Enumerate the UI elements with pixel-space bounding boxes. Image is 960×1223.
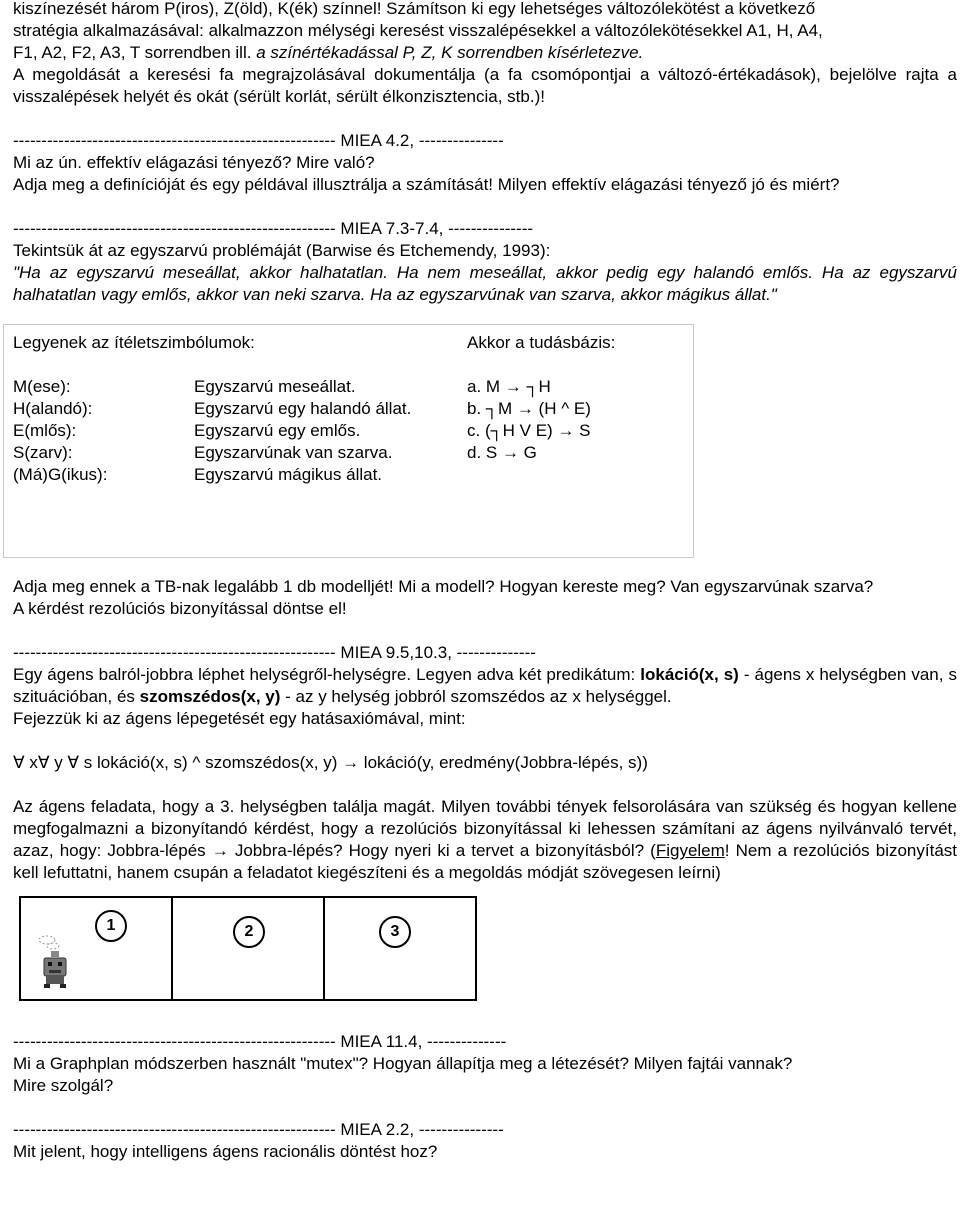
separator-miea-2-2: --------------------------------------------------------- MIEA 2.2, --------------- [13, 1120, 504, 1139]
q3-paragraph-1 [13, 664, 957, 708]
q2-resolution: A kérdést rezolúciós bizonyítással döntse el! [13, 599, 347, 618]
kb-rule-a: a. M → ┐H [467, 377, 551, 396]
q4-line-2: Mire szolgál? [13, 1076, 114, 1095]
q1-line-1: Mi az ún. effektív elágazási tényező? Mire való? [13, 153, 375, 172]
symbol-name: S(zarv): [13, 443, 73, 462]
kb-header: Akkor a tudásbázis: [467, 333, 616, 352]
kb-rule-d: d. S → G [467, 443, 537, 462]
q3-text: - ágens x helységben van, s szituációban, és [13, 665, 957, 706]
room-number-1: 1 [95, 910, 127, 942]
symbol-desc: Egyszarvú meseállat. [194, 377, 356, 396]
symbol-name: H(alandó): [13, 399, 93, 418]
q3-paragraph-3 [13, 796, 957, 884]
effect-axiom-formula: ∀ x∀ y ∀ s lokáció(x, s) ^ szomszédos(x, y) → lokáció(y, eredmény(Jobbra-lépés, s)) [13, 753, 648, 772]
robot-agent-icon [35, 934, 75, 990]
unicorn-quote: "Ha az egyszarvú meseállat, akkor halhatatlan. Ha nem meseállat, akkor pedig egy halandó emlős. Ha az egyszarvú halhatatlan vagy emlős, akkor van neki szarva. Ha az egyszarvúnak van szarva, akkor mágikus állat." [13, 263, 957, 304]
separator-miea-4-2: --------------------------------------------------------- MIEA 4.2, --------------- [13, 131, 504, 150]
q3-paragraph-2: Fejezzük ki az ágens lépegetését egy hatásaxiómával, mint: [13, 709, 466, 728]
symbols-header: Legyenek az ítéletszimbólumok: [13, 333, 255, 352]
separator-miea-7-3: --------------------------------------------------------- MIEA 7.3-7.4, --------------- [13, 219, 534, 238]
intro-paragraph-2: A megoldását a keresési fa megrajzolásával dokumentálja (a fa csomópontjai a változó-értékadások), bejelölve rajta a visszalépések helyét és okát (sérült korlát, sérült élkonzisztencia, stb.)! [13, 65, 957, 106]
document-page [13, 0, 957, 1163]
intro-color-order-text: a színértékadással P, Z, K sorrendben kísérletezve. [256, 43, 644, 62]
intro-line-1: kiszínezését három P(iros), Z(öld), K(ék) színnel! Számítson ki egy lehetséges változólekötést a következő [13, 0, 816, 18]
symbol-name: E(mlős): [13, 421, 77, 440]
q3-text: Egy ágens balról-jobbra léphet helységről-helységre. Legyen adva két predikátum: [13, 665, 636, 684]
q1-line-2: Adja meg a definícióját és egy példával illusztrálja a számítását! Milyen effektív elágazási tényező jó és miért? [13, 175, 840, 194]
q2-intro: Tekintsük át az egyszarvú problémáját (Barwise és Etchemendy, 1993): [13, 241, 551, 260]
intro-order-text: F1, A2, F2, A3, T sorrendben ill. [13, 43, 252, 62]
symbol-desc: Egyszarvú egy halandó állat. [194, 399, 412, 418]
intro-line-3 [13, 42, 957, 64]
predicate-szomszedos: szomszédos(x, y) [139, 687, 281, 706]
q3-text: ! Nem a rezolúciós bizonyítást kell lefuttatni, hanem csupán a feladatot kiegészíteni és a megoldás módját szövegesen leírni) [13, 841, 957, 882]
room-number-2: 2 [233, 916, 265, 948]
room-3 [325, 898, 475, 999]
kb-rule-c: c. (┐H V E) → S [467, 421, 591, 440]
figyelem-link[interactable]: Figyelem [655, 841, 725, 860]
room-2 [173, 898, 325, 999]
q2-question: Adja meg ennek a TB-nak legalább 1 db modelljét! Mi a modell? Hogyan kereste meg? Van egyszarvúnak szarva? [13, 577, 874, 596]
q3-text: - az y helység jobbról szomszédos az x helységgel. [285, 687, 672, 706]
q3-text: Az ágens feladata, hogy a 3. helységben találja magát. Milyen további tények felsorolására van szükség és hogyan kellene megfogalmazni a bizonyítandó kérdést, hogy a rezolúciós bizonyítással ki lehessen számítani az ágens nyilvánvaló tervét, azaz, hogy: Jobbra-lépés → Jobbra-lépés? Hogy nyeri ki a tervet a bizonyításból? ( [13, 797, 957, 860]
symbol-name: (Má)G(ikus): [13, 465, 108, 484]
separator-miea-11-4: --------------------------------------------------------- MIEA 11.4, -------------- [13, 1032, 507, 1051]
q4-line-1: Mi a Graphplan módszerben használt "mutex"? Hogyan állapítja meg a létezését? Milyen fajtái vannak? [13, 1054, 793, 1073]
room-1 [21, 898, 173, 999]
symbol-name: M(ese): [13, 377, 71, 396]
q5-line-1: Mit jelent, hogy intelligens ágens racionális döntést hoz? [13, 1142, 438, 1161]
predicate-lokacio: lokáció(x, s) [640, 665, 739, 684]
room-number-3: 3 [379, 916, 411, 948]
intro-line-2: stratégia alkalmazásával: alkalmazzon mélységi keresést visszalépésekkel a változólekötésekkel A1, H, A4, [13, 21, 823, 40]
knowledge-base-table [3, 324, 694, 558]
separator-miea-9-5: --------------------------------------------------------- MIEA 9.5,10.3, -------------- [13, 643, 536, 662]
room-diagram [19, 896, 477, 1001]
symbol-desc: Egyszarvúnak van szarva. [194, 443, 393, 462]
kb-rule-b: b. ┐M → (H ^ E) [467, 399, 591, 418]
symbol-desc: Egyszarvú egy emlős. [194, 421, 361, 440]
symbol-desc: Egyszarvú mágikus állat. [194, 465, 383, 484]
